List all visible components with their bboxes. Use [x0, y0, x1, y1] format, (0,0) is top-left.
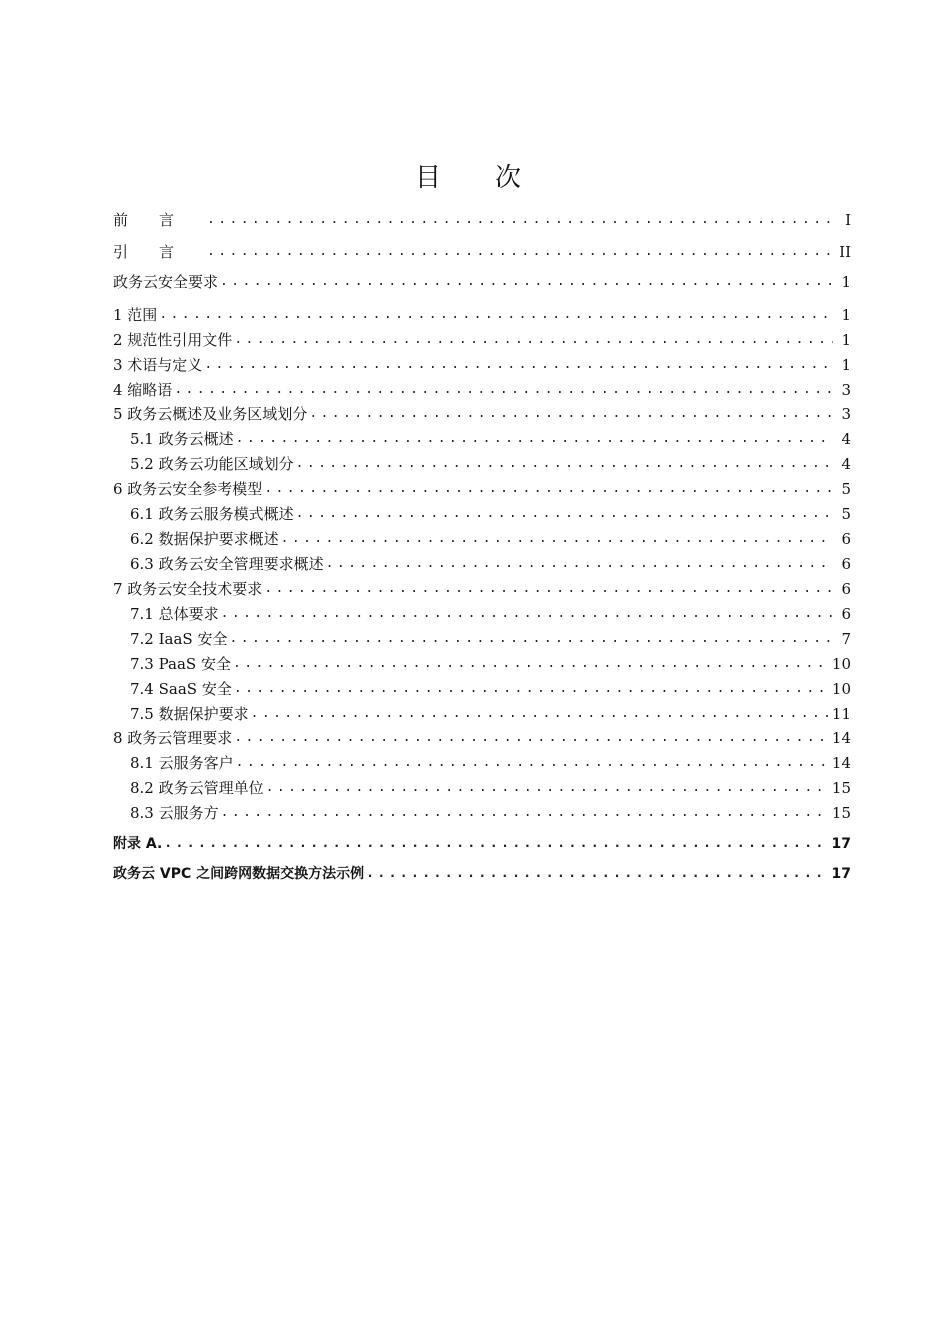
toc-leader-dots [326, 554, 833, 574]
toc-leader-dots [296, 504, 833, 524]
toc-entry-page: 14 [831, 729, 851, 747]
toc-leader-dots [204, 355, 833, 375]
toc-entry-label: 8.1 云服务客户 [130, 754, 234, 772]
toc-entry-page: 10 [831, 655, 851, 673]
toc-leader-dots [159, 305, 833, 325]
toc-leader-dots [233, 654, 828, 674]
toc-entry-page: 6 [841, 605, 851, 623]
toc-leader-dots [266, 778, 828, 798]
toc-leader-dots [207, 242, 833, 262]
toc-entry-label: 7.4 SaaS 安全 [130, 680, 232, 698]
toc-entry-label: 政务云 VPC 之间跨网数据交换方法示例 [113, 866, 365, 882]
toc-entry-label: 3 术语与定义 [113, 356, 203, 374]
toc-entry-label: 6 政务云安全参考模型 [113, 480, 263, 498]
toc-entry-label: 6.1 政务云服务模式概述 [130, 505, 294, 523]
toc-entry[interactable] [113, 238, 851, 262]
toc-leader-dots [236, 429, 833, 449]
toc-entry-label: 8.2 政务云管理单位 [130, 779, 264, 797]
toc-entry-label: 8 政务云管理要求 [113, 729, 233, 747]
toc-entry-label: 5.1 政务云概述 [130, 430, 234, 448]
toc-entry-page: 1 [841, 356, 851, 374]
toc-entry-page: 17 [831, 836, 851, 852]
toc-entry-label: 5.2 政务云功能区域划分 [130, 455, 294, 473]
toc-entry-page: 10 [831, 680, 851, 698]
toc-entry-label: 7.5 数据保护要求 [130, 705, 249, 723]
toc-leader-dots [366, 864, 827, 884]
toc-entry[interactable] [113, 376, 851, 400]
toc-entry-label: 7.1 总体要求 [130, 605, 219, 623]
toc-entry-label: 前言 [113, 211, 206, 229]
toc-entry[interactable] [113, 400, 851, 424]
toc-entry[interactable] [113, 860, 851, 884]
toc-entry-page: 1 [841, 331, 851, 349]
toc-leader-dots [234, 330, 833, 350]
toc-entry-page: 6 [841, 555, 851, 573]
toc-entry-label: 7 政务云安全技术要求 [113, 580, 263, 598]
toc-leader-dots [234, 728, 828, 748]
toc-entry-page: 6 [841, 580, 851, 598]
toc-entry[interactable] [113, 425, 851, 449]
toc-entry-label: 5 政务云概述及业务区域划分 [113, 405, 308, 423]
toc-entry[interactable] [113, 268, 851, 292]
toc-entry[interactable] [113, 326, 851, 350]
toc-leader-dots [234, 679, 828, 699]
toc-entry[interactable] [113, 550, 851, 574]
toc-entry[interactable] [113, 450, 851, 474]
toc-leader-dots [221, 803, 828, 823]
toc-entry[interactable] [113, 774, 851, 798]
toc-entry[interactable] [113, 475, 851, 499]
toc-leader-dots [309, 404, 833, 424]
toc-entry-page: 4 [841, 455, 851, 473]
toc-leader-dots [207, 210, 833, 230]
toc-entry-label: 8.3 云服务方 [130, 804, 219, 822]
toc-entry-page: 14 [831, 754, 851, 772]
toc-entry[interactable] [113, 206, 851, 230]
toc-entry-label: 6.2 数据保护要求概述 [130, 530, 279, 548]
toc-leader-dots [251, 704, 828, 724]
toc-leader-dots [229, 629, 833, 649]
toc-entry-label: 7.2 IaaS 安全 [130, 630, 228, 648]
toc-entry-page: 4 [841, 430, 851, 448]
toc-leader-dots [174, 380, 833, 400]
toc-entry-label: 6.3 政务云安全管理要求概述 [130, 555, 324, 573]
toc-entry-label: 2 规范性引用文件 [113, 331, 233, 349]
toc-entry-page: 15 [831, 804, 851, 822]
toc-title: 目 次 [414, 163, 535, 193]
toc-entry-page: 11 [831, 705, 851, 723]
toc-entry[interactable] [113, 600, 851, 624]
toc-leader-dots [281, 529, 833, 549]
toc-entry[interactable] [113, 500, 851, 524]
toc-entry[interactable] [113, 830, 851, 854]
toc-leader-dots [264, 479, 833, 499]
toc-leader-dots [164, 834, 827, 854]
toc-entry-label: 附录 A. [113, 836, 163, 852]
toc-entry[interactable] [113, 724, 851, 748]
toc-entry-page: II [839, 243, 851, 261]
toc-entry[interactable] [113, 749, 851, 773]
toc-entry-page: I [845, 211, 851, 229]
toc-entry-page: 1 [841, 306, 851, 324]
toc-entry-label: 引言 [113, 243, 206, 261]
toc-entry-page: 15 [831, 779, 851, 797]
toc-entry[interactable] [113, 625, 851, 649]
toc-leader-dots [236, 753, 828, 773]
toc-entry[interactable] [113, 575, 851, 599]
toc-entry[interactable] [113, 351, 851, 375]
toc-entry[interactable] [113, 525, 851, 549]
toc-leader-dots [264, 579, 833, 599]
toc-entry-page: 3 [841, 405, 851, 423]
toc-entry-page: 5 [841, 505, 851, 523]
toc-leader-dots [220, 272, 833, 292]
toc-entry-page: 6 [841, 530, 851, 548]
toc-entry-label: 政务云安全要求 [113, 273, 219, 291]
toc-entry[interactable] [113, 700, 851, 724]
toc-entry[interactable] [113, 799, 851, 823]
toc-entry-page: 7 [841, 630, 851, 648]
toc-entry-label: 4 缩略语 [113, 381, 173, 399]
toc-entry[interactable] [113, 301, 851, 325]
toc-entry-label: 7.3 PaaS 安全 [130, 655, 231, 673]
toc-entry[interactable] [113, 675, 851, 699]
toc-entry-label: 1 范围 [113, 306, 158, 324]
toc-entry-page: 17 [831, 866, 851, 882]
toc-entry[interactable] [113, 650, 851, 674]
toc-leader-dots [221, 604, 833, 624]
toc-entry-page: 3 [841, 381, 851, 399]
toc-leader-dots [296, 454, 833, 474]
toc-entry-page: 5 [841, 480, 851, 498]
toc-entry-page: 1 [841, 273, 851, 291]
